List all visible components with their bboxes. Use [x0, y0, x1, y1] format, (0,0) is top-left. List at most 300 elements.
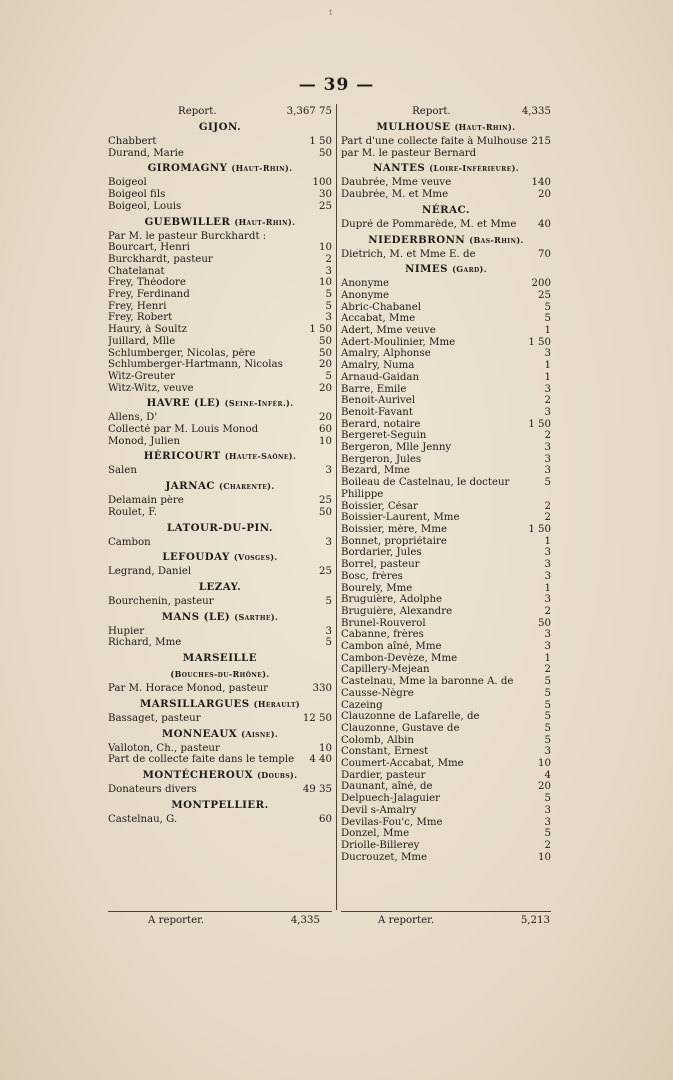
donor-name: Donateurs divers [108, 783, 197, 795]
donation-amount: 3 [544, 406, 551, 418]
report-amount: 3,367 75 [286, 106, 332, 117]
section-title: MANS (LE) [161, 610, 231, 623]
donation-amount: 3 [544, 383, 551, 395]
donor-row [341, 594, 551, 606]
donor-name: Delamain père [108, 495, 184, 507]
donor-row [108, 231, 332, 243]
section-title: MULHOUSE [376, 121, 451, 133]
donor-row [108, 371, 332, 383]
donation-amount: 50 [319, 147, 332, 159]
section-heading [108, 480, 332, 493]
donation-amount: 60 [319, 424, 332, 436]
donor-row [108, 784, 332, 796]
donor-row [341, 817, 551, 829]
donor-name: Boigeol [108, 177, 147, 189]
donor-row [108, 383, 332, 395]
donation-amount: 20 [538, 189, 551, 201]
donor-row [108, 436, 332, 448]
donor-row [341, 454, 551, 466]
donor-row [108, 537, 332, 549]
section-title: NÉRAC. [422, 203, 470, 216]
donor-row [108, 242, 332, 254]
donor-row [341, 524, 551, 536]
section-region: (Charente). [219, 481, 275, 492]
donor-row [341, 618, 551, 630]
donation-amount: 4 [544, 769, 551, 781]
donor-name: Bosc, frères [341, 570, 403, 582]
section-heading [108, 728, 332, 741]
donation-amount: 20 [319, 412, 332, 424]
donation-amount: 5 [544, 828, 551, 840]
donor-row [108, 312, 332, 324]
donor-row [108, 566, 332, 578]
section-region: (Doubs). [257, 769, 298, 780]
report-label: Report. [412, 106, 451, 117]
donation-amount: 40 [538, 218, 551, 230]
section-title: GIROMAGNY [147, 162, 228, 175]
section-heading [108, 799, 332, 812]
section-heading [341, 162, 551, 175]
donor-row [341, 302, 551, 314]
donor-name: Richard, Mme [108, 637, 182, 649]
donor-name: Bergeret-Seguin [341, 430, 427, 442]
donation-amount: 5 [544, 711, 551, 723]
carry-line-left [110, 915, 320, 926]
donor-row [108, 596, 332, 608]
section-region: (Sarthe). [234, 611, 279, 622]
donation-amount: 5 [544, 313, 551, 325]
donor-name: Cambon aîné, Mme [341, 641, 442, 653]
donor-name: Schlumberger-Hartmann, Nicolas [108, 359, 283, 371]
donor-name: Anonyme [341, 289, 390, 301]
donation-amount: 2 [544, 500, 551, 512]
donor-name: Part de collecte faite dans le temple [108, 754, 295, 766]
section-region: (Vosges). [233, 552, 278, 563]
donor-row [341, 313, 551, 325]
donor-name: Legrand, Daniel [108, 566, 192, 578]
donor-row [341, 758, 551, 770]
donation-amount: 1 50 [528, 336, 551, 348]
section-region: (Haut-Rhin). [234, 216, 296, 227]
donation-amount: 12 50 [302, 712, 332, 724]
donor-row [341, 136, 551, 159]
donor-name: Schlumberger, Nicolas, père [108, 347, 256, 359]
donor-name: Frey, Théodore [108, 277, 186, 289]
section-heading [108, 551, 332, 564]
donor-name: Bourcart, Henri [108, 242, 190, 254]
report-label: Report. [178, 106, 217, 117]
donor-row [108, 743, 332, 755]
section-heading [341, 263, 551, 276]
donor-row [341, 606, 551, 618]
donation-amount: 49 35 [302, 783, 332, 795]
donor-name: Borrel, pasteur [341, 559, 420, 571]
donor-row [341, 512, 551, 524]
donor-row [341, 278, 551, 290]
donation-amount: 100 [312, 177, 332, 189]
donor-name: Roulet, F. [108, 506, 157, 518]
donor-name: Frey, Henri [108, 300, 167, 312]
donation-amount: 1 50 [309, 324, 332, 336]
donation-amount: 140 [531, 177, 551, 189]
donor-row [341, 348, 551, 360]
donation-amount: 1 [544, 371, 551, 383]
donor-name: Bergeron, Jules [341, 453, 422, 465]
donor-name: Chabbert [108, 136, 157, 147]
donor-name: Valloton, Ch., pasteur [108, 742, 220, 754]
donor-name: Abric-Chabanel [341, 301, 422, 313]
donation-amount: 2 [325, 253, 332, 265]
donor-row [341, 805, 551, 817]
donor-name: Donzel, Mme [341, 828, 410, 840]
donation-amount: 10 [538, 851, 551, 863]
section-region: (Haut-Rhin). [454, 122, 516, 132]
donor-row [108, 177, 332, 189]
section-region: (Bouches-du-Rhône). [170, 669, 270, 680]
donation-amount: 3 [544, 570, 551, 582]
section-region: (Hérault) [253, 698, 301, 709]
section-title: MONTÉCHEROUX [142, 768, 254, 781]
left-sections [108, 121, 332, 825]
donor-row [341, 676, 551, 688]
donor-row [108, 301, 332, 313]
donor-name: Boigeol, Louis [108, 200, 182, 212]
donor-name: Bourchenin, pasteur [108, 595, 214, 607]
donation-amount: 3 [544, 348, 551, 360]
donor-row [108, 359, 332, 371]
top-mark: t [329, 8, 333, 17]
section-region: (Gard). [452, 264, 487, 275]
donation-amount: 3 [544, 442, 551, 454]
donation-amount: 10 [319, 242, 332, 254]
carry-label: A reporter. [378, 915, 435, 926]
donor-name: Bruguière, Alexandre [341, 605, 453, 617]
donor-row [108, 713, 332, 725]
donor-name: Haury, à Soultz [108, 324, 187, 336]
donation-amount: 1 50 [528, 523, 551, 535]
donor-row [108, 683, 332, 695]
donor-row [341, 536, 551, 548]
donation-amount: 4 40 [309, 754, 332, 766]
donor-row [108, 348, 332, 360]
donor-row [108, 424, 332, 436]
donor-row [341, 189, 551, 201]
donation-amount: 200 [531, 278, 551, 290]
donor-name: Frey, Ferdinand [108, 289, 190, 301]
donor-name: Collecté par M. Louis Monod [108, 424, 259, 436]
donor-row [341, 430, 551, 442]
donor-row [341, 477, 551, 500]
donation-amount: 2 [544, 430, 551, 442]
donor-name: Castelnau, Mme la baronne A. de [341, 676, 514, 688]
section-region: (Seine-Infér.). [224, 398, 294, 409]
donation-amount: 5 [325, 289, 332, 301]
donor-row [341, 653, 551, 665]
section-region-line [108, 668, 332, 681]
donation-amount: 2 [544, 664, 551, 676]
donor-name: Salen [108, 465, 137, 477]
donation-amount: 5 [544, 793, 551, 805]
donation-amount: 3 [544, 629, 551, 641]
donor-name: Juillard, Mlle [108, 335, 176, 347]
donor-row [108, 324, 332, 336]
section-heading [341, 204, 551, 217]
donor-row [108, 465, 332, 477]
donation-amount: 5 [544, 699, 551, 711]
donation-amount: 2 [544, 605, 551, 617]
section-heading [108, 698, 332, 711]
donation-amount: 70 [538, 248, 551, 260]
donation-amount: 5 [544, 477, 551, 489]
donation-amount: 3 [325, 465, 332, 477]
donor-row [341, 852, 551, 864]
donor-row [108, 201, 332, 213]
donor-name: Boissier, César [341, 500, 418, 512]
section-title: LEFOUDAY [162, 551, 230, 564]
donation-amount: 50 [319, 506, 332, 518]
donation-amount: 3 [544, 641, 551, 653]
donor-name: Bezard, Mme [341, 465, 410, 477]
donation-amount: 3 [544, 816, 551, 828]
total-rule-left [108, 911, 332, 912]
donor-name: Devil s-Amalry [341, 804, 417, 816]
donation-amount: 1 [544, 582, 551, 594]
section-title: MARSILLARGUES [139, 697, 250, 710]
donor-row [341, 177, 551, 189]
donor-row [108, 626, 332, 638]
donor-name: Driolle-Billerey [341, 839, 420, 851]
section-title: GIJON. [198, 121, 242, 133]
donor-name: Ducrouzet, Mme [341, 851, 428, 863]
donation-amount: 50 [319, 347, 332, 359]
donation-amount: 3 [325, 312, 332, 324]
donor-row [108, 412, 332, 424]
section-region: (Bas-Rhin). [469, 234, 524, 245]
donor-row [341, 337, 551, 349]
donor-name: Bourely, Mme [341, 582, 413, 594]
donor-row [341, 711, 551, 723]
right-sections [341, 121, 551, 863]
donation-amount: 1 [544, 325, 551, 337]
donation-amount: 1 [544, 652, 551, 664]
report-amount: 4,335 [521, 106, 551, 117]
donor-row [341, 664, 551, 676]
donor-row [341, 840, 551, 852]
donor-name: Par M. le pasteur Burckhardt : [108, 230, 267, 242]
donor-row [341, 746, 551, 758]
section-title: NANTES [373, 162, 426, 175]
donor-name: Clauzonne de Lafarelle, de [341, 711, 480, 723]
donation-amount: 25 [319, 495, 332, 507]
donor-row [108, 189, 332, 201]
donor-row [108, 336, 332, 348]
carry-line-right [378, 915, 550, 926]
donor-name: Coumert-Accabat, Mme [341, 758, 464, 770]
donor-name: Berard, notaire [341, 418, 421, 430]
section-title: MONNEAUX [161, 727, 238, 740]
section-title: MARSEILLE [182, 652, 258, 665]
section-title: GUEBWILLER [144, 215, 231, 228]
section-heading [108, 216, 332, 229]
donor-row [108, 277, 332, 289]
section-heading [108, 121, 332, 134]
left-column [108, 106, 332, 825]
column-divider [336, 104, 337, 910]
donor-name: Daubrée, Mme veuve [341, 177, 452, 189]
donor-name: Anonyme [341, 278, 390, 290]
donor-row [341, 547, 551, 559]
donor-name: Chatelanat [108, 265, 165, 277]
donor-name: Hupier [108, 625, 145, 637]
donor-name: Constant, Ernest [341, 746, 429, 758]
donation-amount: 5 [325, 370, 332, 382]
donation-amount: 25 [319, 200, 332, 212]
donation-amount: 5 [544, 676, 551, 688]
donation-amount: 5 [544, 301, 551, 313]
donation-amount: 5 [544, 722, 551, 734]
donor-row [341, 325, 551, 337]
donor-name: Bonnet, propriétaire [341, 535, 447, 547]
donor-row [341, 641, 551, 653]
donor-row [108, 136, 332, 148]
donor-row [341, 465, 551, 477]
donor-name: Clauzonne, Gustave de [341, 722, 460, 734]
section-region: (Haute-Saône). [224, 451, 297, 462]
donation-amount: 3 [325, 625, 332, 637]
section-title: HAVRE (LE) [146, 397, 221, 410]
donor-row [341, 793, 551, 805]
page-number: — 39 — [298, 75, 375, 95]
donor-name: Capillery-Mejean [341, 664, 430, 676]
donation-amount: 5 [325, 595, 332, 607]
donor-name: Dupré de Pommarède, M. et Mme [341, 218, 517, 230]
donor-name: Delpuech-Jalaguier [341, 793, 441, 805]
donation-amount: 1 50 [309, 136, 332, 147]
section-title: LATOUR-DU-PIN. [167, 521, 273, 534]
report-line-right [341, 106, 551, 118]
section-title: NIMES [405, 263, 449, 276]
donation-amount: 2 [544, 512, 551, 524]
donor-name: Devilas-Fou'c, Mme [341, 816, 443, 828]
donor-row [341, 770, 551, 782]
donation-amount: 3 [544, 804, 551, 816]
donor-name: Boissier, mère, Mme [341, 523, 448, 535]
donor-row [341, 629, 551, 641]
donation-amount: 50 [538, 617, 551, 629]
donation-amount: 10 [319, 277, 332, 289]
donor-row [341, 407, 551, 419]
carry-label: A reporter. [148, 915, 205, 926]
donor-name: Bordarier, Jules [341, 547, 422, 559]
section-heading [108, 611, 332, 624]
donor-name: Brunel-Rouverol [341, 617, 426, 629]
section-heading [108, 581, 332, 594]
donor-row [341, 688, 551, 700]
section-heading [108, 397, 332, 410]
donor-name: Durand, Marie [108, 147, 184, 159]
donor-row [341, 395, 551, 407]
donor-row [341, 219, 551, 231]
donor-name: Cabanne, frères [341, 629, 424, 641]
donation-amount: 5 [544, 687, 551, 699]
donation-amount: 10 [538, 758, 551, 770]
donor-row [108, 266, 332, 278]
donation-amount: 330 [312, 683, 332, 695]
donation-amount: 3 [325, 265, 332, 277]
donor-name: Benoit-Favant [341, 406, 413, 418]
donation-amount: 3 [544, 547, 551, 559]
donor-name: Part d'une collecte faite à Mulhouse par M. le pasteur Bernard [341, 136, 528, 159]
donor-name: Frey, Robert [108, 312, 173, 324]
donor-name: Bruguière, Adolphe [341, 594, 443, 606]
donor-row [108, 495, 332, 507]
donor-row [108, 507, 332, 519]
donor-row [341, 781, 551, 793]
donation-amount: 3 [325, 536, 332, 548]
donation-amount: 1 [544, 360, 551, 372]
donor-name: Amalry, Numa [341, 360, 415, 372]
donor-row [341, 249, 551, 261]
donation-amount: 60 [319, 813, 332, 825]
donor-name: Bergeron, Mlle Jenny [341, 442, 452, 454]
donor-name: Bassaget, pasteur [108, 712, 201, 724]
donor-name: Cambon [108, 536, 151, 548]
donation-amount: 25 [319, 566, 332, 578]
donor-row [108, 637, 332, 649]
donor-row [341, 360, 551, 372]
donor-row [341, 700, 551, 712]
donor-name: Daubrée, M. et Mme [341, 189, 449, 201]
donor-name: Dardier, pasteur [341, 769, 426, 781]
section-heading [108, 769, 332, 782]
section-region: (Haut-Rhin). [231, 163, 293, 174]
donation-amount: 3 [544, 559, 551, 571]
section-region: (Aisne). [241, 728, 279, 739]
section-heading [108, 522, 332, 535]
donor-row [341, 384, 551, 396]
donor-name: Cambon-Devèze, Mme [341, 652, 458, 664]
donor-row [341, 571, 551, 583]
donor-row [341, 583, 551, 595]
donation-amount: 10 [319, 742, 332, 754]
donor-name: Barre, Emile [341, 383, 407, 395]
donor-row [341, 372, 551, 384]
donor-row [108, 148, 332, 160]
section-heading [108, 162, 332, 175]
section-heading [108, 450, 332, 463]
donation-amount: 5 [325, 637, 332, 649]
donation-amount: 215 [531, 136, 551, 147]
donor-row [341, 419, 551, 431]
donor-name: Causse-Nègre [341, 687, 414, 699]
donor-name: Cazeing [341, 699, 383, 711]
section-title: NIEDERBRONN [368, 233, 466, 246]
section-heading [341, 234, 551, 247]
donation-amount: 5 [544, 734, 551, 746]
section-heading [341, 121, 551, 134]
donation-amount: 3 [544, 453, 551, 465]
donor-name: Colomb, Albin [341, 734, 414, 746]
donation-amount: 1 50 [528, 418, 551, 430]
donation-amount: 1 [544, 535, 551, 547]
donor-row [108, 254, 332, 266]
donor-name: Boissier-Laurent, Mme [341, 512, 460, 524]
report-line-left [108, 106, 332, 118]
donation-amount: 2 [544, 395, 551, 407]
donor-row [341, 723, 551, 735]
section-title: MONTPELLIER. [171, 798, 269, 811]
donation-amount: 3 [544, 465, 551, 477]
